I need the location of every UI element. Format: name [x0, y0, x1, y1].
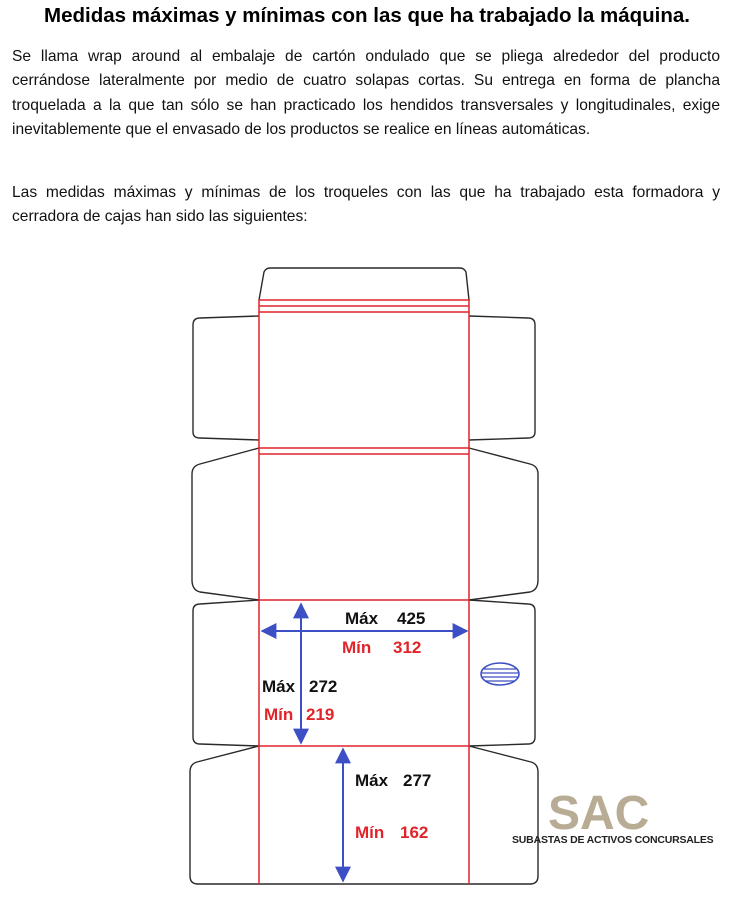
depth-min-label: Mín [355, 823, 385, 842]
height-min-label: Mín [264, 705, 294, 724]
hand-hole-icon [481, 663, 519, 685]
logo-brand: SAC [548, 787, 650, 840]
logo-subtitle: SUBASTAS DE ACTIVOS CONCURSALES [512, 834, 714, 846]
sac-logo [512, 787, 714, 846]
measures-paragraph: Las medidas máximas y mínimas de los troqueles con las que ha trabajado esta formadora y cerradora de cajas han sido las siguientes: [12, 184, 720, 226]
depth-min-value: 162 [400, 823, 429, 842]
width-max-label: Máx [345, 609, 379, 628]
die-creases [259, 300, 469, 884]
depth-max-value: 277 [403, 771, 432, 790]
height-max-value: 272 [309, 677, 338, 696]
height-max-label: Máx [262, 677, 296, 696]
die-outline [190, 268, 538, 884]
width-min-value: 312 [393, 638, 422, 657]
width-min-label: Mín [342, 638, 372, 657]
depth-max-label: Máx [355, 771, 389, 790]
page-title: Medidas máximas y mínimas con las que ha trabajado la máquina. [44, 4, 690, 27]
intro-paragraph: Se llama wrap around al embalaje de cartón ondulado que se pliega alrededor del producto cerrándose lateralmente por medio de cuatro solapas cortas. Su entrega en forma de plancha troquelada a la que tan sólo se han practicado los hendidos transversales y longitudinales, exige inevitablemente que el envasado de los productos se realice en líneas automáticas. [12, 48, 720, 139]
width-max-value: 425 [397, 609, 426, 628]
height-min-value: 219 [306, 705, 335, 724]
